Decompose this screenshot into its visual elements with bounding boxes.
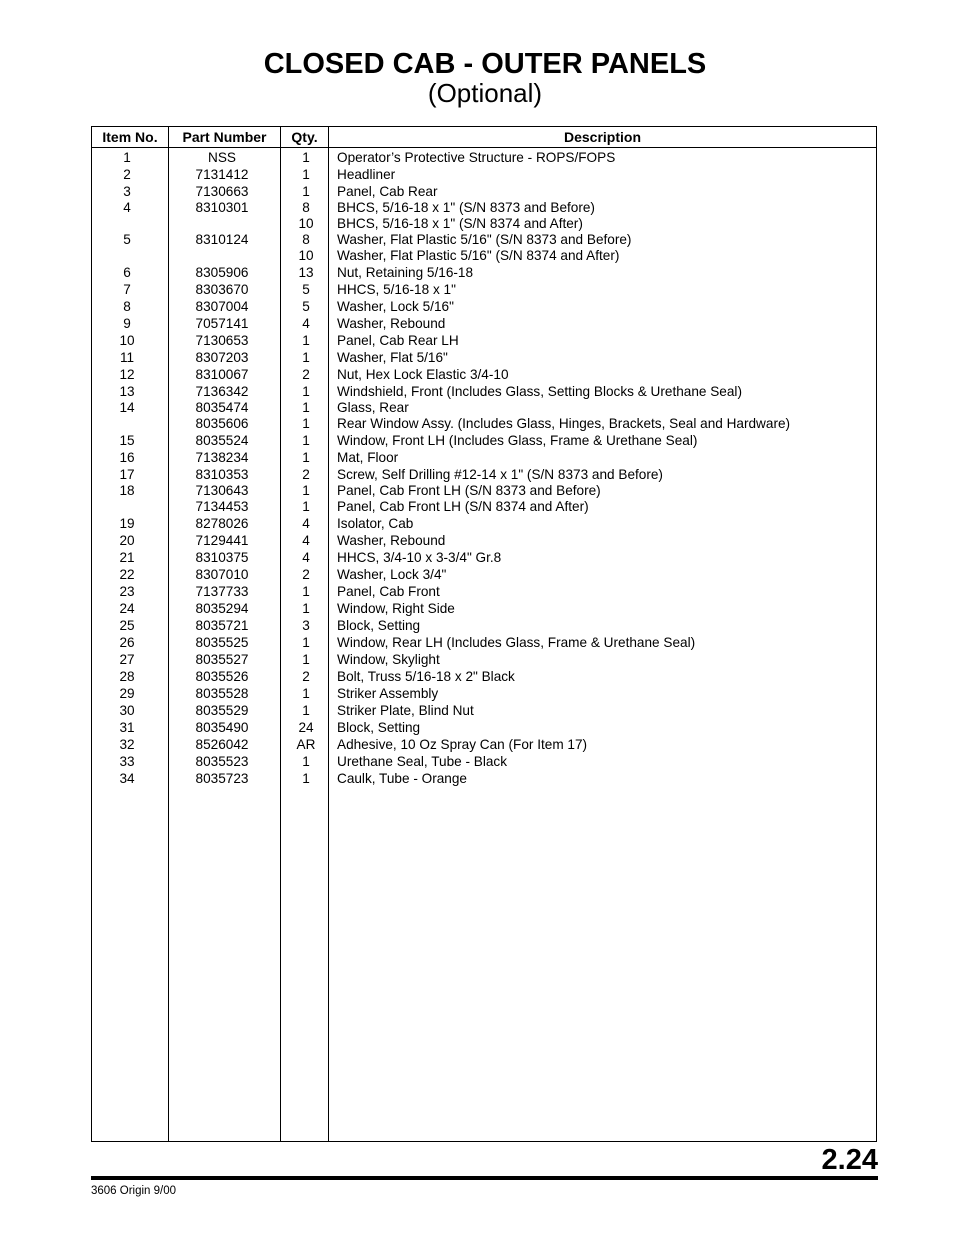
description-cell: Striker Plate, Blind Nut [337, 703, 474, 718]
qty-cell: 1 [302, 150, 310, 165]
item-no-cell: 20 [119, 533, 135, 548]
item-no-cell: 29 [119, 686, 135, 701]
item-no-cell: 14 [119, 400, 135, 415]
table-row-group [92, 685, 876, 702]
qty-cell: 1 [302, 483, 310, 498]
part-number-cell: 7130643 [195, 483, 249, 498]
table-row [92, 248, 876, 264]
table-row-group [92, 549, 876, 566]
description-cell: Operator’s Protective Structure - ROPS/FOPS [337, 150, 616, 165]
part-number-cell: 8310301 [195, 200, 249, 215]
page-title: CLOSED CAB - OUTER PANELS [263, 48, 707, 80]
description-cell: Striker Assembly [337, 686, 439, 701]
item-no-cell: 21 [119, 550, 135, 565]
part-number-cell: 8526042 [195, 737, 249, 752]
item-no-cell: 11 [119, 350, 135, 365]
qty-cell: 5 [302, 282, 310, 297]
table-row [92, 651, 876, 668]
table-row-group [92, 483, 876, 515]
part-number-cell: 8310067 [195, 367, 249, 382]
column-header-part-number: Part Number [182, 129, 267, 145]
qty-cell: 1 [302, 703, 310, 718]
part-number-cell: 8035526 [195, 669, 249, 684]
part-number-cell: 8035723 [195, 771, 249, 786]
part-number-cell: 7137733 [195, 584, 249, 599]
table-row [92, 549, 876, 566]
qty-cell: 1 [302, 686, 310, 701]
table-row [92, 449, 876, 466]
description-cell: Headliner [337, 167, 396, 182]
part-number-cell: 8035524 [195, 433, 249, 448]
description-cell: Urethane Seal, Tube - Black [337, 754, 508, 769]
table-row [92, 685, 876, 702]
description-cell: Washer, Flat 5/16" [337, 350, 448, 365]
item-no-cell: 34 [119, 771, 135, 786]
table-row [92, 200, 876, 216]
item-no-cell: 5 [123, 232, 131, 247]
description-cell: Isolator, Cab [337, 516, 414, 531]
part-number-cell: 8035525 [195, 635, 249, 650]
qty-cell: 1 [302, 754, 310, 769]
table-row-group [92, 298, 876, 315]
description-cell: Glass, Rear [337, 400, 409, 415]
page-number: 2.24 [821, 1144, 878, 1176]
part-number-cell: 7130653 [195, 333, 249, 348]
qty-cell: 4 [302, 516, 310, 531]
table-row-group [92, 702, 876, 719]
table-row-group [92, 583, 876, 600]
qty-cell: 1 [302, 400, 310, 415]
table-row [92, 281, 876, 298]
table-row [92, 349, 876, 366]
qty-cell: 1 [302, 384, 310, 399]
item-no-cell: 10 [119, 333, 135, 348]
part-number-cell: 7136342 [195, 384, 249, 399]
qty-cell: 1 [302, 450, 310, 465]
item-no-cell: 19 [119, 516, 135, 531]
item-no-cell: 1 [123, 150, 131, 165]
description-cell: Window, Skylight [337, 652, 440, 667]
table-row [92, 719, 876, 736]
description-cell: Washer, Rebound [337, 533, 446, 548]
description-cell: Panel, Cab Front [337, 584, 440, 599]
table-row-group [92, 166, 876, 183]
table-row [92, 332, 876, 349]
part-number-cell: 7057141 [195, 316, 249, 331]
qty-cell: 4 [302, 550, 310, 565]
part-number-cell: 8303670 [195, 282, 249, 297]
table-row-group [92, 617, 876, 634]
description-cell: Window, Right Side [337, 601, 455, 616]
table-row-group [92, 566, 876, 583]
qty-cell: AR [296, 737, 316, 752]
table-row-group [92, 366, 876, 383]
description-cell: Panel, Cab Rear LH [337, 333, 459, 348]
qty-cell: 2 [302, 367, 310, 382]
part-number-cell: 7138234 [195, 450, 249, 465]
description-cell: Bolt, Truss 5/16-18 x 2" Black [337, 669, 515, 684]
qty-cell: 8 [302, 232, 310, 247]
table-row-group [92, 232, 876, 264]
qty-cell: 5 [302, 299, 310, 314]
table-row-group [92, 432, 876, 449]
table-row [92, 166, 876, 183]
description-cell: Window, Front LH (Includes Glass, Frame & Urethane Seal) [337, 433, 698, 448]
part-number-cell: 8307004 [195, 299, 249, 314]
description-cell: Washer, Lock 3/4" [337, 567, 447, 582]
column-header-item-no: Item No. [102, 129, 158, 145]
qty-cell: 1 [302, 184, 310, 199]
description-cell: HHCS, 3/4-10 x 3-3/4" Gr.8 [337, 550, 502, 565]
table-row [92, 668, 876, 685]
table-row [92, 617, 876, 634]
item-no-cell: 18 [119, 483, 135, 498]
table-row [92, 298, 876, 315]
table-row-group [92, 149, 876, 166]
item-no-cell: 27 [119, 652, 135, 667]
qty-cell: 3 [302, 618, 310, 633]
qty-cell: 2 [302, 467, 310, 482]
part-number-cell: 8035529 [195, 703, 249, 718]
table-row-group [92, 281, 876, 298]
qty-cell: 1 [302, 350, 310, 365]
description-cell: Washer, Lock 5/16" [337, 299, 454, 314]
description-cell: Panel, Cab Front LH (S/N 8373 and Before) [337, 483, 601, 498]
table-row-group [92, 668, 876, 685]
part-number-cell: 8035523 [195, 754, 249, 769]
part-number-cell: 8310375 [195, 550, 249, 565]
footer-rule [91, 1176, 878, 1180]
table-row [92, 566, 876, 583]
item-no-cell: 13 [119, 384, 135, 399]
description-cell: BHCS, 5/16-18 x 1" (S/N 8374 and After) [337, 216, 583, 231]
qty-cell: 1 [302, 635, 310, 650]
part-number-cell: NSS [208, 150, 236, 165]
table-row [92, 315, 876, 332]
table-row-group [92, 600, 876, 617]
qty-cell: 4 [302, 316, 310, 331]
item-no-cell: 4 [123, 200, 131, 215]
qty-cell: 1 [302, 771, 310, 786]
description-cell: HHCS, 5/16-18 x 1" [337, 282, 456, 297]
footer-doc-info: 3606 Origin 9/00 [91, 1185, 177, 1197]
table-row-group [92, 332, 876, 349]
qty-cell: 10 [298, 248, 314, 263]
table-row [92, 634, 876, 651]
table-row [92, 432, 876, 449]
qty-cell: 24 [298, 720, 314, 735]
table-row [92, 702, 876, 719]
table-row-group [92, 383, 876, 400]
part-number-cell: 8278026 [195, 516, 249, 531]
table-row [92, 753, 876, 770]
table-row [92, 216, 876, 232]
item-no-cell: 30 [119, 703, 135, 718]
table-row [92, 183, 876, 200]
description-cell: Block, Setting [337, 720, 421, 735]
qty-cell: 1 [302, 601, 310, 616]
item-no-cell: 23 [119, 584, 135, 599]
description-cell: Nut, Retaining 5/16-18 [337, 265, 474, 280]
description-cell: Panel, Cab Front LH (S/N 8374 and After) [337, 499, 589, 514]
item-no-cell: 6 [123, 265, 131, 280]
table-row-group [92, 770, 876, 787]
table-row [92, 736, 876, 753]
part-number-cell: 8307010 [195, 567, 249, 582]
part-number-cell: 7134453 [195, 499, 249, 514]
qty-cell: 1 [302, 333, 310, 348]
qty-cell: 1 [302, 584, 310, 599]
part-number-cell: 8035294 [195, 601, 249, 616]
table-row [92, 400, 876, 416]
table-row [92, 232, 876, 248]
description-cell: Washer, Rebound [337, 316, 446, 331]
table-row [92, 416, 876, 432]
qty-cell: 2 [302, 669, 310, 684]
item-no-cell: 16 [119, 450, 135, 465]
part-number-cell: 8035474 [195, 400, 249, 415]
part-number-cell: 8310124 [195, 232, 249, 247]
qty-cell: 1 [302, 167, 310, 182]
item-no-cell: 12 [119, 367, 135, 382]
description-cell: Washer, Flat Plastic 5/16" (S/N 8374 and After) [337, 248, 620, 263]
qty-cell: 13 [298, 265, 314, 280]
item-no-cell: 15 [119, 433, 135, 448]
table-row [92, 466, 876, 483]
part-number-cell: 7130663 [195, 184, 249, 199]
table-row-group [92, 736, 876, 753]
description-cell: Washer, Flat Plastic 5/16" (S/N 8373 and Before) [337, 232, 632, 247]
item-no-cell: 31 [119, 720, 135, 735]
description-cell: Adhesive, 10 Oz Spray Can (For Item 17) [337, 737, 588, 752]
table-row [92, 383, 876, 400]
part-number-cell: 8035528 [195, 686, 249, 701]
table-row-group [92, 183, 876, 200]
table-row [92, 149, 876, 166]
table-row-group [92, 349, 876, 366]
table-row [92, 600, 876, 617]
column-header-qty: Qty. [291, 129, 318, 145]
part-number-cell: 8307203 [195, 350, 249, 365]
part-number-cell: 8310353 [195, 467, 249, 482]
table-row-group [92, 719, 876, 736]
item-no-cell: 26 [119, 635, 135, 650]
item-no-cell: 33 [119, 754, 135, 769]
table-row-group [92, 753, 876, 770]
description-cell: BHCS, 5/16-18 x 1" (S/N 8373 and Before) [337, 200, 595, 215]
part-number-cell: 8035721 [195, 618, 249, 633]
table-row-group [92, 200, 876, 232]
qty-cell: 8 [302, 200, 310, 215]
qty-cell: 4 [302, 533, 310, 548]
item-no-cell: 25 [119, 618, 135, 633]
item-no-cell: 24 [119, 601, 135, 616]
table-row [92, 770, 876, 787]
part-number-cell: 7131412 [195, 167, 249, 182]
description-cell: Screw, Self Drilling #12-14 x 1" (S/N 8373 and Before) [337, 467, 663, 482]
item-no-cell: 32 [119, 737, 135, 752]
item-no-cell: 2 [123, 167, 131, 182]
table-row-group [92, 532, 876, 549]
item-no-cell: 7 [123, 282, 131, 297]
table-row-group [92, 515, 876, 532]
table-row-group [92, 651, 876, 668]
table-row-group [92, 634, 876, 651]
description-cell: Nut, Hex Lock Elastic 3/4-10 [337, 367, 509, 382]
table-row-group [92, 466, 876, 483]
qty-cell: 2 [302, 567, 310, 582]
qty-cell: 10 [298, 216, 314, 231]
qty-cell: 1 [302, 499, 310, 514]
item-no-cell: 9 [123, 316, 131, 331]
description-cell: Window, Rear LH (Includes Glass, Frame & Urethane Seal) [337, 635, 696, 650]
table-row [92, 483, 876, 499]
table-row [92, 499, 876, 515]
table-row [92, 583, 876, 600]
table-row-group [92, 449, 876, 466]
qty-cell: 1 [302, 433, 310, 448]
description-cell: Rear Window Assy. (Includes Glass, Hinges, Brackets, Seal and Hardware) [337, 416, 791, 431]
table-row [92, 532, 876, 549]
table-row [92, 264, 876, 281]
part-number-cell: 7129441 [195, 533, 249, 548]
table-row [92, 366, 876, 383]
item-no-cell: 22 [119, 567, 135, 582]
description-cell: Panel, Cab Rear [337, 184, 438, 199]
description-cell: Block, Setting [337, 618, 421, 633]
table-row-group [92, 315, 876, 332]
item-no-cell: 8 [123, 299, 131, 314]
description-cell: Caulk, Tube - Orange [337, 771, 467, 786]
page-subtitle: (Optional) [427, 78, 543, 108]
table-row [92, 515, 876, 532]
table-row-group [92, 264, 876, 281]
description-cell: Windshield, Front (Includes Glass, Setting Blocks & Urethane Seal) [337, 384, 742, 399]
item-no-cell: 28 [119, 669, 135, 684]
qty-cell: 1 [302, 652, 310, 667]
column-header-description: Description [563, 129, 641, 145]
part-number-cell: 8035527 [195, 652, 249, 667]
part-number-cell: 8035490 [195, 720, 249, 735]
header-divider [92, 147, 876, 148]
item-no-cell: 17 [119, 467, 135, 482]
parts-table [91, 126, 877, 1142]
item-no-cell: 3 [123, 184, 131, 199]
qty-cell: 1 [302, 416, 310, 431]
part-number-cell: 8305906 [195, 265, 249, 280]
table-row-group [92, 400, 876, 432]
description-cell: Mat, Floor [337, 450, 399, 465]
parts-table-body [92, 149, 876, 787]
part-number-cell: 8035606 [195, 416, 249, 431]
